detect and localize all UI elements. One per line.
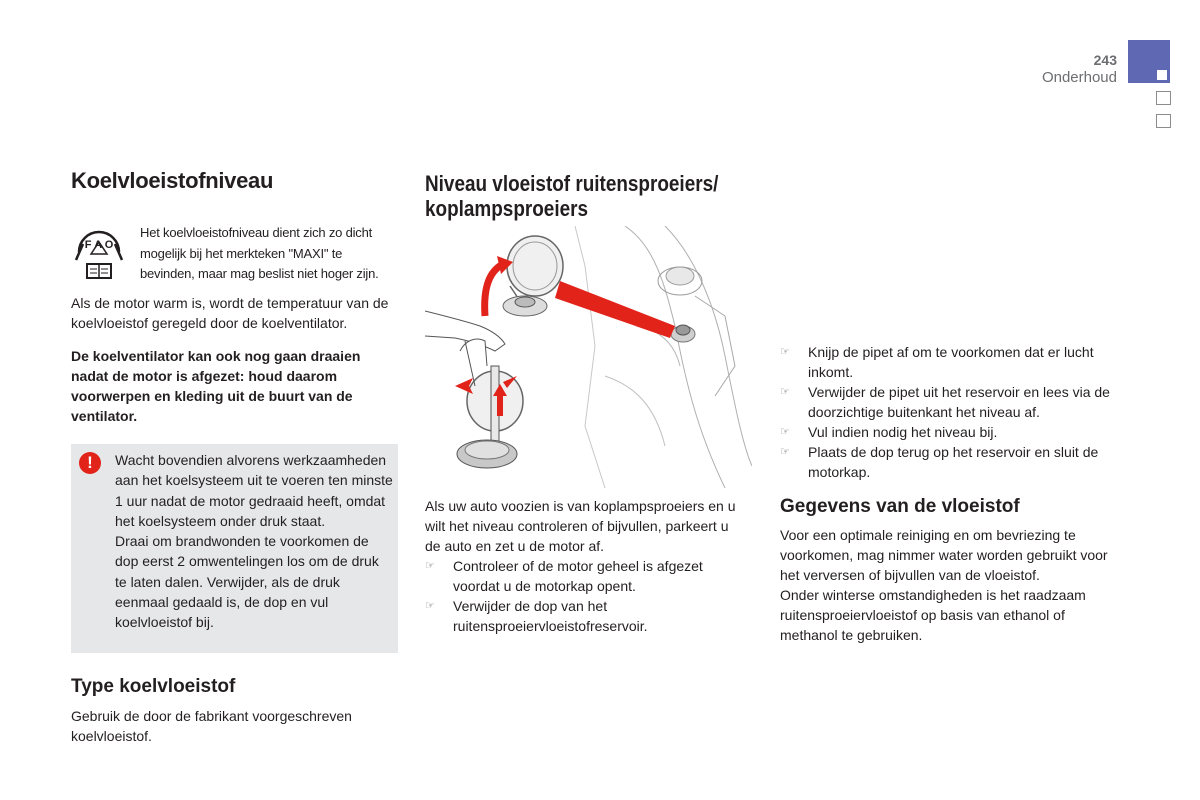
coolant-intro: Als de motor warm is, wordt de temperatuur van de koelvloeistof geregeld door de koelventilator. [71, 295, 389, 331]
washer-title-line-1: Niveau vloeistof ruitensproeiers/ [425, 171, 719, 196]
washer-step: ☞ Controleer of de motor geheel is afgezet voordat u de motorkap opent. [425, 558, 703, 594]
washer-body: Als uw auto voozien is van koplampsproeiers en u wilt het niveau controleren of bijvullen, parkeert u de auto en zet u de motor af. [425, 498, 736, 554]
chapter-tab [1128, 40, 1170, 83]
hand-pointer-icon: ☞ [780, 446, 790, 458]
coolant-warning-icon [71, 226, 127, 282]
hand-pointer-icon: ☞ [425, 600, 435, 612]
coolant-type-title: Type koelvloeistof [71, 676, 236, 697]
fluid-spec-paragraph-1: Voor een optimale reiniging en om bevriezing te voorkomen, mag nimmer water worden gebruikt voor het verversen of bijvullen van de vloeistof. [780, 527, 1108, 583]
washer-step: ☞ Verwijder de dop van het ruitensproeiervloeistofreservoir. [425, 598, 648, 634]
pipette-steps-list [780, 342, 1125, 482]
fluid-spec-title: Gegevens van de vloeistof [780, 496, 1020, 517]
pipette-step: ☞ Verwijder de pipet uit het reservoir en lees via de doorzichtige buitenkant het niveau af. [780, 384, 1110, 420]
fluid-spec-text [780, 525, 1110, 645]
warning-box [71, 444, 398, 653]
coolant-icon-note: Het koelvloeistofniveau dient zich zo dicht mogelijk bij het merkteken "MAXI" te bevinden, maar mag beslist niet hoger zijn. [140, 225, 379, 281]
fan-warning: De koelventilator kan ook nog gaan draaien nadat de motor is afgezet: houd daarom voorwerpen en kleding uit de buurt van de ventilator. [71, 348, 361, 424]
pipette-step: ☞ Plaats de dop terug op het reservoir en sluit de motorkap. [780, 444, 1099, 480]
exclamation-icon: ! [79, 452, 101, 474]
fluid-spec-paragraph-2: Onder winterse omstandigheden is het raadzaam ruitensproeiervloeistof op basis van ethanol of methanol te gebruiken. [780, 587, 1086, 643]
warning-line-2: Draai om brandwonden te voorkomen de dop eerst 2 omwentelingen los om de druk te laten dalen. Verwijder, als de druk eenmaal gedaald is, de dop en vul koelvloeistof bij. [115, 533, 379, 631]
tab-box-empty-1 [1156, 91, 1171, 105]
warning-text [115, 450, 393, 633]
washer-title-line-2: koplampsproeiers [425, 196, 588, 221]
hand-pointer-icon: ☞ [425, 560, 435, 572]
svg-text:F A O: F A O [84, 239, 114, 251]
warning-line-1: Wacht bovendien alvorens werkzaamheden aan het koelsysteem uit te voeren ten minste 1 uur nadat de motor gedraaid heeft, omdat het koelsysteem onder druk staat. [115, 452, 393, 529]
page-number: 243 [1093, 52, 1117, 68]
tab-box-empty-2 [1156, 114, 1171, 128]
coolant-type-text: Gebruik de door de fabrikant voorgeschreven koelvloeistof. [71, 708, 352, 744]
section-name: Onderhoud [1041, 69, 1117, 86]
pipette-step: ☞ Knijp de pipet af om te voorkomen dat er lucht inkomt. [780, 344, 1094, 380]
washer-reservoir-illustration [425, 226, 752, 488]
pipette-step: ☞ Vul indien nodig het niveau bij. [780, 424, 998, 440]
tab-marker [1157, 70, 1167, 80]
hand-pointer-icon: ☞ [780, 426, 790, 438]
coolant-title: Koelvloeistofniveau [71, 168, 274, 193]
hand-pointer-icon: ☞ [780, 346, 790, 358]
washer-steps-list [425, 556, 745, 636]
hand-pointer-icon: ☞ [780, 386, 790, 398]
